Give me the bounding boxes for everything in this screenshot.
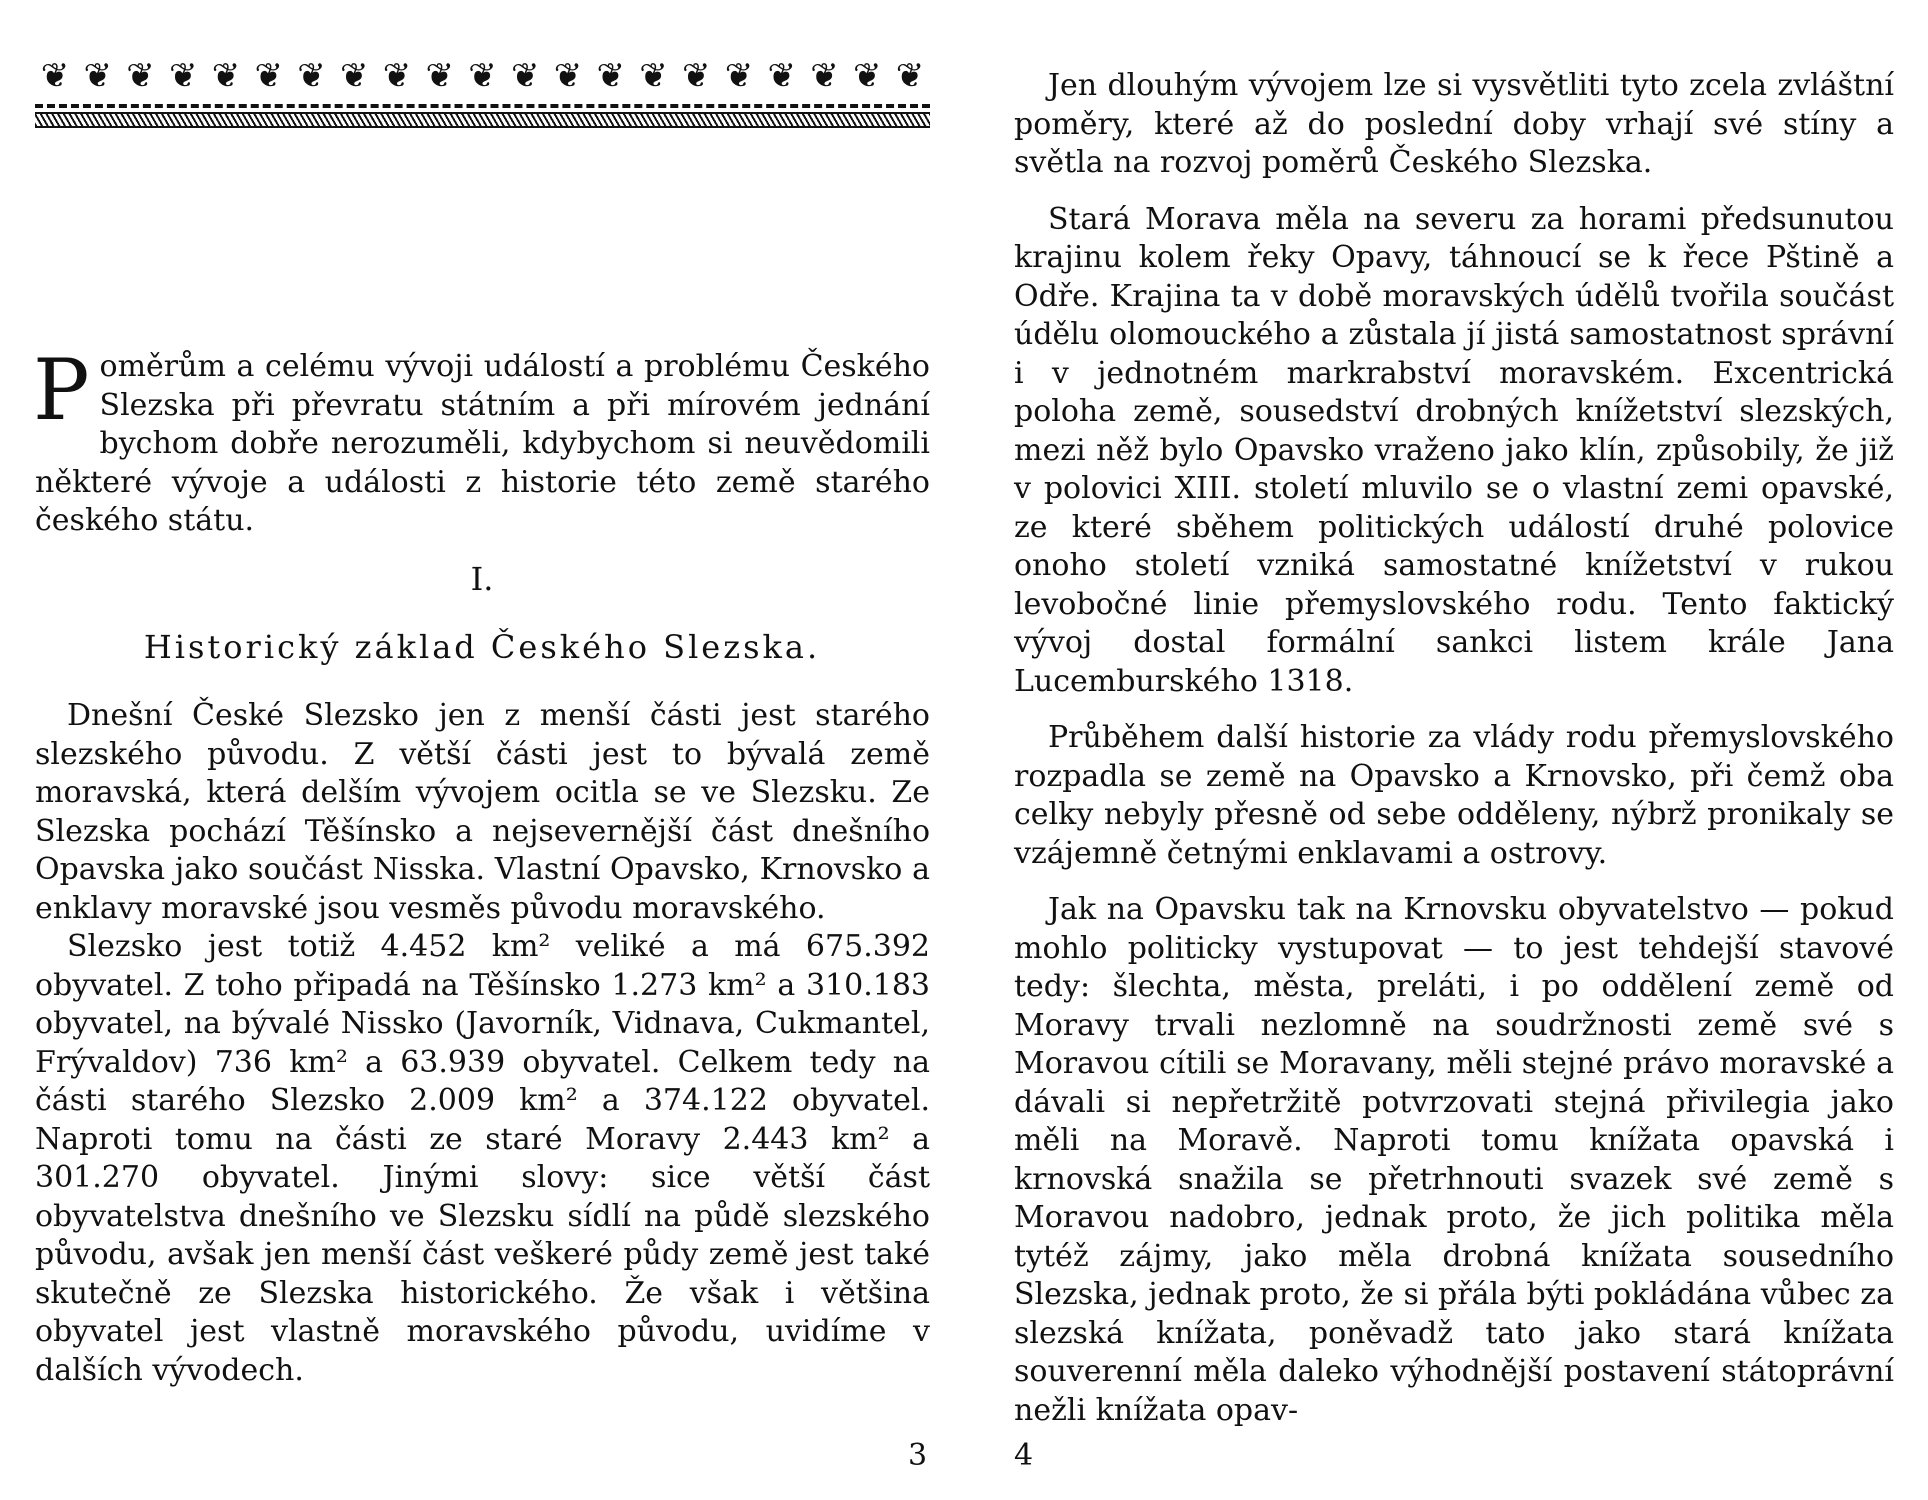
page-number: 4 [1014,1438,1034,1473]
leaf-ornament-icon: ❦ [40,56,70,96]
leaf-ornament-icon: ❦ [682,56,711,96]
chapter-title: Historický základ Českého Slezska. [143,628,821,666]
leaf-ornament-icon: ❦ [511,56,540,96]
leaf-ornament-icon: ❦ [468,56,497,96]
paragraph: Průběhem další historie za vlády rodu přemyslovského rozpadla se země na Opavsko a Krnovsko, při čemž oba celky nebyly přesně od sebe odděleny, nýbrž pronikaly se vzájemně četnými enklavami a ostrovy. [1014,720,1894,871]
leaf-ornament-icon: ❦ [895,56,925,96]
paragraph: Jen dlouhým vývojem lze si vysvětliti tyto zcela zvláštní poměry, které až do poslední doby vrhají své stíny a světla na rozvoj poměrů Českého Slezska. [1014,68,1894,180]
leaf-ornament-icon: ❦ [810,56,839,96]
leaf-garland [35,58,930,94]
leaf-ornament-icon: ❦ [211,56,241,96]
right-body-text [1014,67,1894,1430]
leaf-ornament-icon: ❦ [83,56,112,96]
leaf-ornament-icon: ❦ [169,56,198,96]
right-page [964,0,1928,1500]
ornament-dashed-rule [35,104,930,108]
chapter-number: I. [470,560,494,598]
leaf-ornament-icon: ❦ [853,56,882,96]
leaf-ornament-icon: ❦ [297,56,326,96]
leaf-ornament-icon: ❦ [724,56,754,96]
ornament-hatched-band [35,112,930,128]
paragraph: Dnešní České Slezsko jen z menší části jest starého slezského původu. Z větší části jest to bývalá země moravská, která delším vývojem ocitla se ve Slezsku. Ze Slezska pochází Těšínsko a nejsevernější část dnešního Opavska jako součást Nisska. Vlastní Opavsko, Krnovsko a enklavy moravské jsou vesměs původu moravského. [35,698,930,926]
leaf-ornament-icon: ❦ [596,56,625,96]
intro-paragraph [33,341,930,541]
decorative-header-ornament [35,58,930,128]
leaf-ornament-icon: ❦ [553,56,583,96]
leaf-ornament-icon: ❦ [767,56,796,96]
leaf-ornament-icon: ❦ [340,56,369,96]
leaf-ornament-icon: ❦ [639,56,668,96]
paragraph: Slezsko jest totiž 4.452 km² veliké a má 675.392 obyvatel. Z toho připadá na Těšínsko 1.273 km² a 310.183 obyvatel, na bývalé Nissko (Javorník, Vidnava, Cukmantel, Frývaldov) 736 km² a 63.939 obyvatel. Celkem tedy na části starého Slezsko 2.009 km² a 374.122 obyvatel. Naproti tomu na části ze staré Moravy 2.443 km² a 301.270 obyvatel. Jinými slovy: sice větší část obyvatelstva dnešního ve Slezsku sídlí na půdě slezského původu, avšak jen menší část veškeré půdy země jest také skutečně ze Slezska historického. Že však i většina obyvatel jest vlastně moravského původu, uvidíme v dalších vývodech. [35,929,930,1388]
leaf-ornament-icon: ❦ [382,56,412,96]
intro-text: oměrům a celému vývoji událostí a problému Českého Slezska při převratu státním a při mírovém jednání bychom dobře nerozuměli, kdybychom si neuvědomili některé vývoje a události z historie této země starého českého státu. [35,349,930,538]
paragraph: Jak na Opavsku tak na Krnovsku obyvatelstvo — pokud mohlo politicky vystupovat — to jest tehdejší stavové tedy: šlechta, města, preláti, i po oddělení země od Moravy trvali nezlomně na soudržnosti země své s Moravou cítili se Moravany, měli stejné právo moravské a dávali si nepřetržitě potvrzovati stejná přivilegia jako měli na Moravě. Naproti tomu knížata opavská i krnovská snažila se přetrhnouti svazek své země s Moravou nadobro, jednak proto, že jich politika měla tytéž zájmy, jako měla drobná knížata sousedního Slezska, jednak proto, že si přála býti pokládána vůbec za slezská knížata, poněvadž tato jako stará knížata souverenní měla daleko výhodnější postavení státoprávní nežli knížata opav- [1014,892,1894,1428]
page-number: 3 [908,1438,928,1473]
paragraph: Stará Morava měla na severu za horami předsunutou krajinu kolem řeky Opavy, táhnoucí se k řece Pštině a Odře. Krajina ta v době moravských údělů tvořila součást údělu olomouckého a zůstala jí jistá samostatnost správní i v jednotném markrabství moravském. Excentrická poloha země, sousedství drobných knížetství slezských, mezi něž bylo Opavsko vraženo jako klín, způsobily, že již v polovici XIII. století mluvilo se o vlastní zemi opavské, ze které sběhem politických událostí druhé polovice onoho století vzniká samostatné knížetství v rukou levobočné linie přemyslovského rodu. Tento faktický vývoj dostal formální sankci listem krále Jana Lucemburského 1318. [1014,201,1894,699]
leaf-ornament-icon: ❦ [425,56,454,96]
drop-cap: P [33,341,90,439]
left-body-text [35,697,930,1390]
leaf-ornament-icon: ❦ [254,56,283,96]
leaf-ornament-icon: ❦ [126,56,155,96]
